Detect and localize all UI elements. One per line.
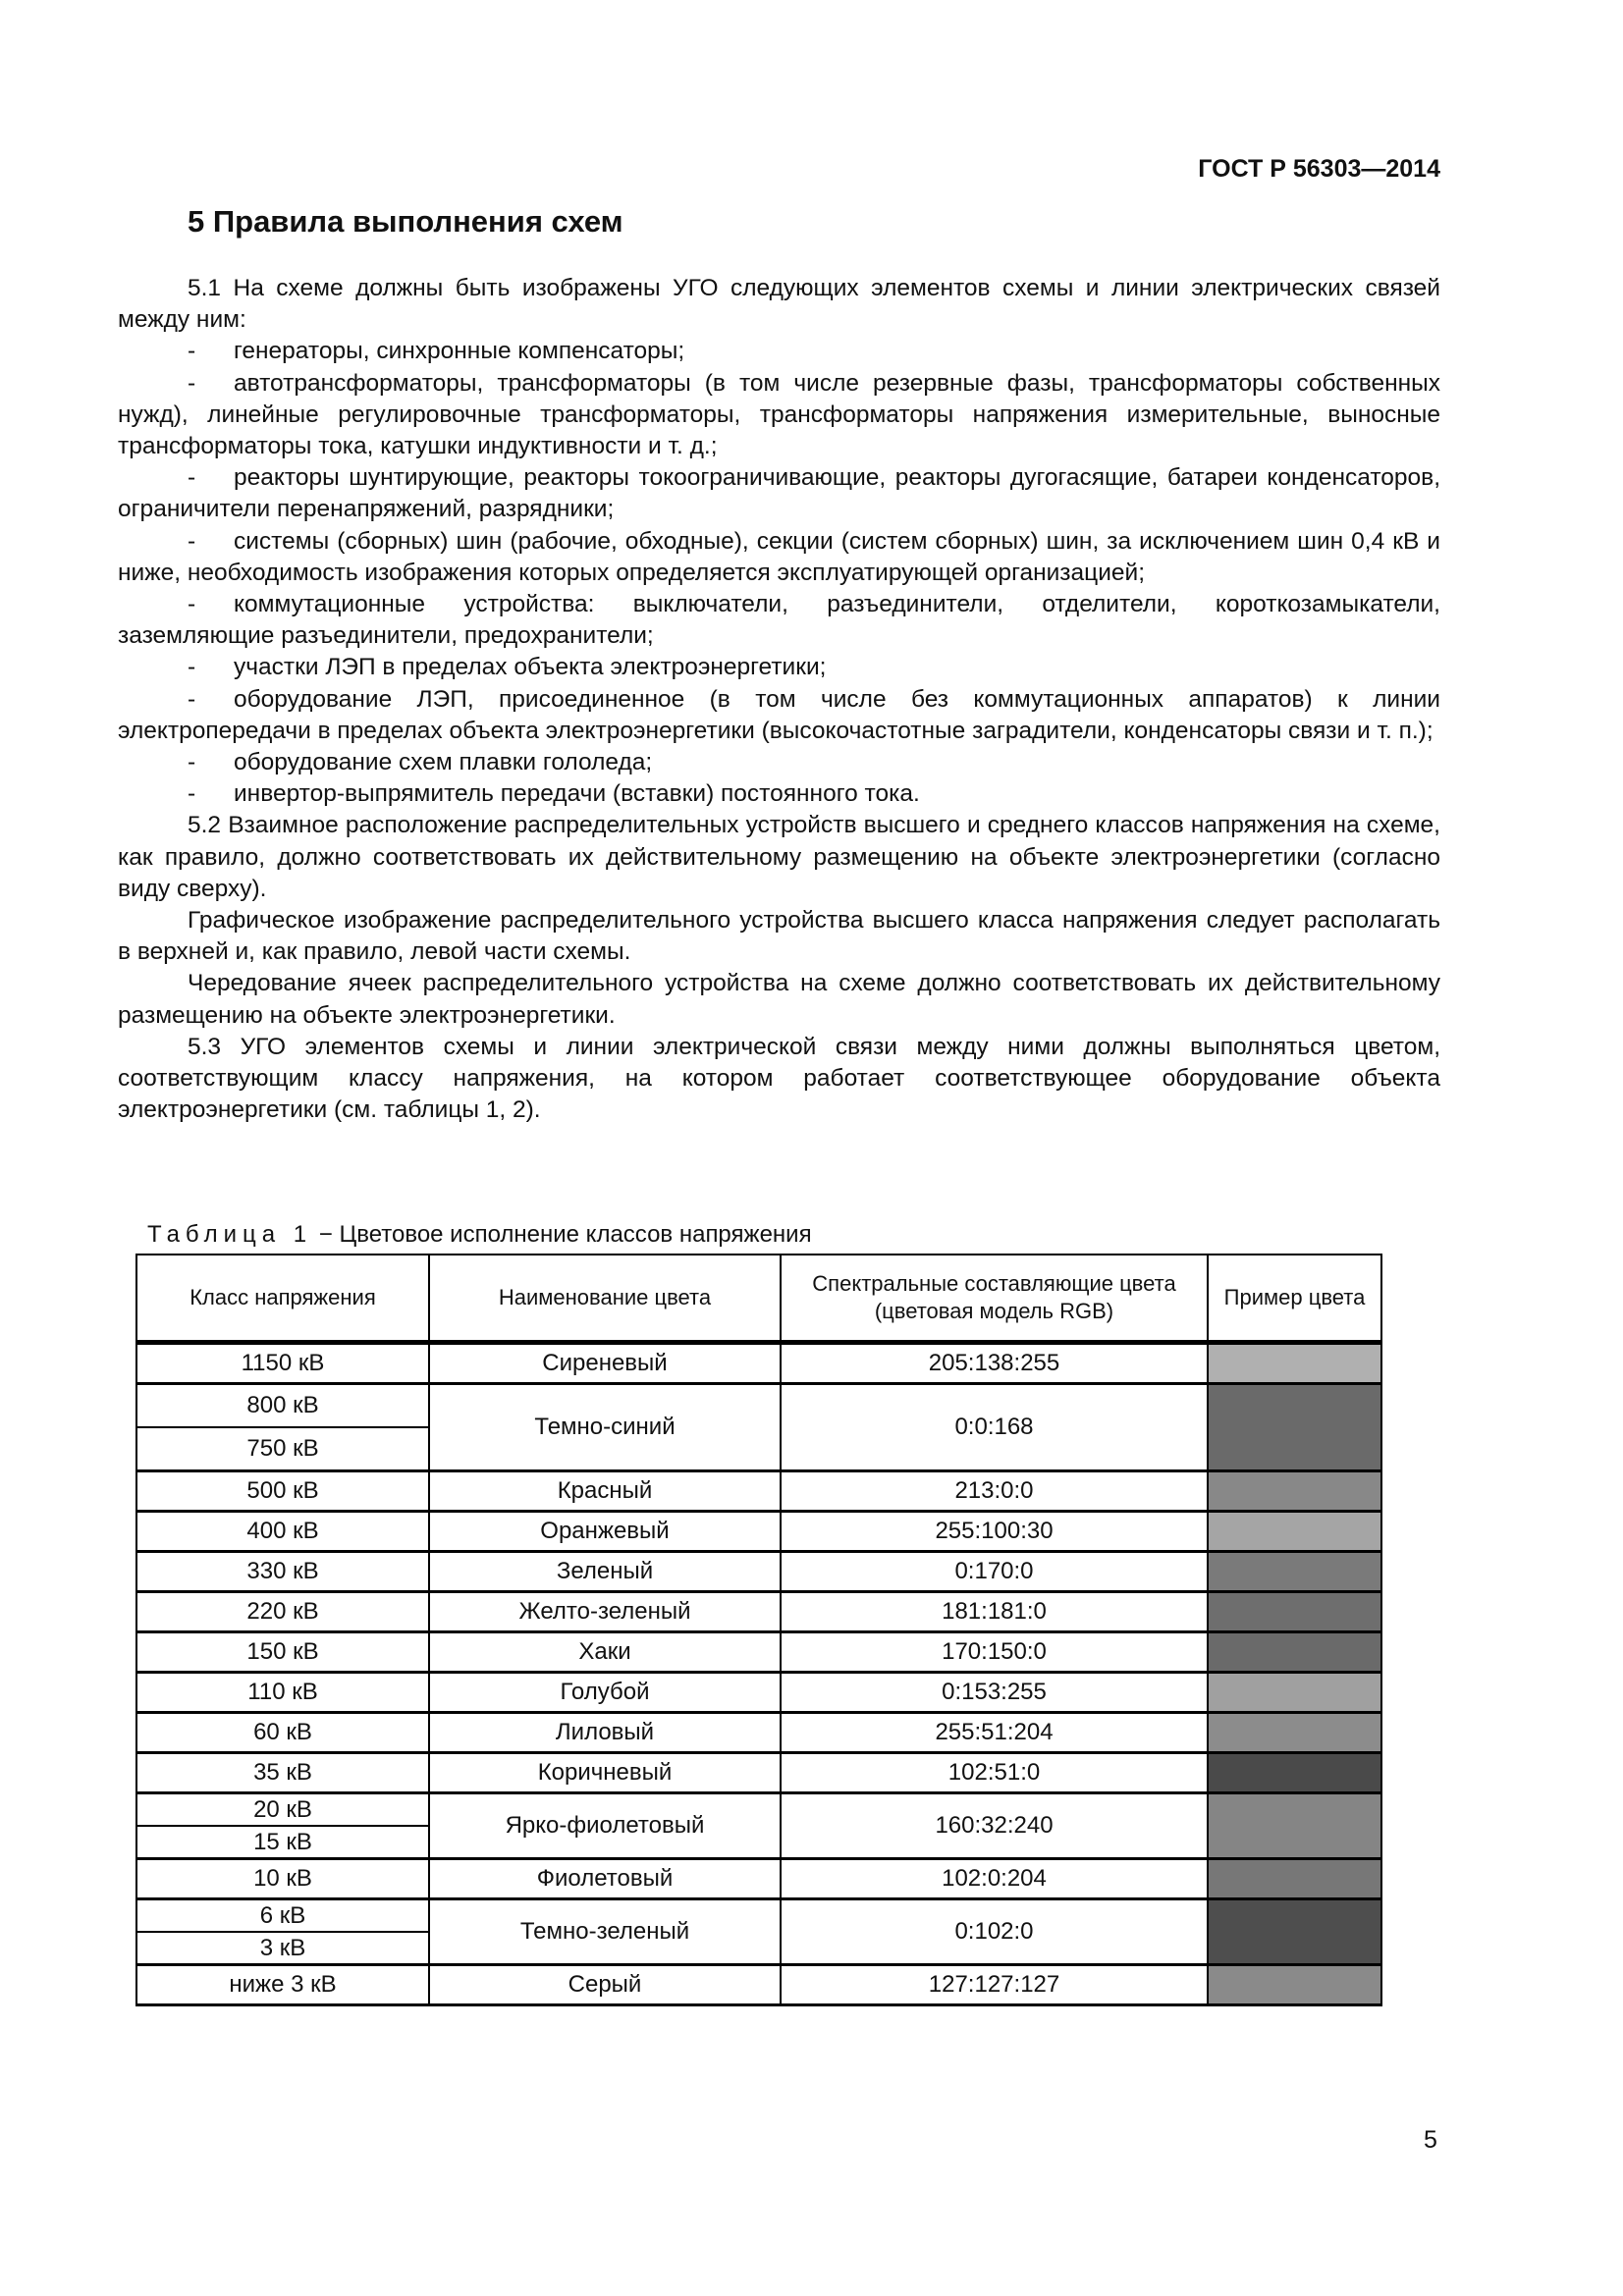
color-name-cell: Желто-зеленый [429,1592,781,1632]
color-sample-swatch [1208,1673,1381,1713]
voltage-class-cell: 150 кВ [136,1632,429,1673]
paragraph-text: участки ЛЭП в пределах объекта электроэнергетики; [234,654,827,681]
voltage-class-cell: 15 кВ [136,1826,429,1859]
document-code: ГОСТ Р 56303—2014 [1198,155,1440,183]
color-name-cell: Коричневый [429,1753,781,1793]
color-sample-swatch [1208,1552,1381,1592]
table-row [136,1713,1381,1753]
color-sample-swatch [1208,1753,1381,1793]
color-name-cell: Голубой [429,1673,781,1713]
voltage-class-cell: ниже 3 кВ [136,1965,429,2005]
color-name-cell: Серый [429,1965,781,2005]
color-sample-swatch [1208,1512,1381,1552]
voltage-color-table [135,1254,1382,2006]
paragraph-text: 5.1 На схеме должны быть изображены УГО следующих элементов схемы и линии электрических связей между ним: [118,275,1440,334]
paragraph [118,273,1440,336]
table-row [136,1859,1381,1899]
table-row [136,1673,1381,1713]
voltage-class-cell: 400 кВ [136,1512,429,1552]
body-text [118,273,1440,1126]
list-item [118,368,1440,463]
table-row [136,1552,1381,1592]
paragraph-text: автотрансформаторы, трансформаторы (в том числе резервные фазы, трансформаторы собственных нужд), линейные регулировочные трансформаторы, трансформаторы напряжения измерительные, выносные трансформаторы тока, катушки индуктивности и т. д.; [118,369,1440,460]
voltage-class-cell: 800 кВ [136,1384,429,1428]
table-row [136,1592,1381,1632]
list-item [118,589,1440,652]
paragraph [118,1032,1440,1127]
dash-marker: - [188,464,196,492]
voltage-class-cell: 20 кВ [136,1793,429,1827]
voltage-class-cell: 1150 кВ [136,1343,429,1384]
rgb-cell: 102:51:0 [781,1753,1208,1793]
color-name-cell: Фиолетовый [429,1859,781,1899]
rgb-cell: 0:102:0 [781,1899,1208,1965]
voltage-class-cell: 500 кВ [136,1471,429,1512]
voltage-class-cell: 220 кВ [136,1592,429,1632]
rgb-cell: 255:100:30 [781,1512,1208,1552]
color-name-cell: Темно-синий [429,1384,781,1471]
list-item [118,652,1440,683]
table-row [136,1753,1381,1793]
header-color-name: Наименование цвета [429,1255,781,1343]
color-name-cell: Хаки [429,1632,781,1673]
list-item [118,684,1440,747]
color-sample-swatch [1208,1343,1381,1384]
table-caption-label: Таблица 1 [147,1221,313,1248]
paragraph-text: оборудование схем плавки гололеда; [234,749,653,776]
rgb-cell: 0:153:255 [781,1673,1208,1713]
paragraph-text: Графическое изображение распределительного устройства высшего класса напряжения следует располагать в верхней и, как правило, левой части схемы. [118,907,1440,966]
voltage-class-cell: 3 кВ [136,1932,429,1965]
paragraph-text: реакторы шунтирующие, реакторы токоограничивающие, реакторы дугогасящие, батареи конденсаторов, ограничители перенапряжений, разрядники; [118,464,1440,523]
color-name-cell: Оранжевый [429,1512,781,1552]
list-item [118,336,1440,367]
paragraph [118,810,1440,905]
rgb-cell: 170:150:0 [781,1632,1208,1673]
paragraph-text: Чередование ячеек распределительного устройства на схеме должно соответствовать их действительному размещению на объекте электроэнергетики. [118,970,1440,1029]
voltage-class-cell: 110 кВ [136,1673,429,1713]
color-sample-swatch [1208,1632,1381,1673]
color-sample-swatch [1208,1793,1381,1859]
dash-marker: - [188,780,196,808]
voltage-class-cell: 330 кВ [136,1552,429,1592]
dash-marker: - [188,369,196,397]
table-row [136,1965,1381,2005]
paragraph-text: 5.3 УГО элементов схемы и линии электрической связи между ними должны выполняться цветом, соответствующим классу напряжения, на котором работает соответствующее оборудование объекта электроэнергетики (см. таблицы 1, 2). [118,1033,1440,1124]
table-row [136,1899,1381,1933]
color-name-cell: Ярко-фиолетовый [429,1793,781,1859]
table-row [136,1512,1381,1552]
page-number: 5 [1424,2126,1437,2154]
dash-marker: - [188,654,196,681]
list-item [118,526,1440,589]
color-sample-swatch [1208,1592,1381,1632]
rgb-cell: 0:0:168 [781,1384,1208,1471]
voltage-class-cell: 750 кВ [136,1427,429,1471]
table-row [136,1384,1381,1428]
table-caption-text: − Цветовое исполнение классов напряжения [312,1221,812,1248]
rgb-cell: 102:0:204 [781,1859,1208,1899]
rgb-cell: 160:32:240 [781,1793,1208,1859]
paragraph-text: инвертор-выпрямитель передачи (вставки) постоянного тока. [234,780,920,808]
table-row [136,1471,1381,1512]
color-sample-swatch [1208,1713,1381,1753]
color-sample-swatch [1208,1965,1381,2005]
voltage-class-cell: 6 кВ [136,1899,429,1933]
color-sample-swatch [1208,1859,1381,1899]
voltage-class-cell: 35 кВ [136,1753,429,1793]
color-sample-swatch [1208,1899,1381,1965]
dash-marker: - [188,591,196,618]
rgb-cell: 205:138:255 [781,1343,1208,1384]
rgb-cell: 213:0:0 [781,1471,1208,1512]
paragraph-text: оборудование ЛЭП, присоединенное (в том числе без коммутационных аппаратов) к линии электропередачи в пределах объекта электроэнергетики (высокочастотные заградители, конденсаторы связи и т. п.); [118,685,1440,744]
color-sample-swatch [1208,1384,1381,1471]
color-name-cell: Красный [429,1471,781,1512]
table-caption [147,1221,812,1249]
color-sample-swatch [1208,1471,1381,1512]
paragraph-text: системы (сборных) шин (рабочие, обходные), секции (систем сборных) шин, за исключением шин 0,4 кВ и ниже, необходимость изображения которых определяется эксплуатирующей организацией; [118,527,1440,586]
paragraph-text: генераторы, синхронные компенсаторы; [234,338,685,365]
rgb-cell: 127:127:127 [781,1965,1208,2005]
list-item [118,778,1440,810]
section-title: 5 Правила выполнения схем [188,204,623,239]
voltage-class-cell: 10 кВ [136,1859,429,1899]
paragraph-text: коммутационные устройства: выключатели, разъединители, отделители, короткозамыкатели, заземляющие разъединители, предохранители; [118,591,1440,650]
rgb-cell: 181:181:0 [781,1592,1208,1632]
table-row [136,1632,1381,1673]
table-row [136,1343,1381,1384]
list-item [118,462,1440,525]
table-row [136,1793,1381,1827]
header-voltage-class: Класс напряжения [136,1255,429,1343]
dash-marker: - [188,527,196,555]
voltage-class-cell: 60 кВ [136,1713,429,1753]
header-rgb: Спектральные составляющие цвета (цветовая модель RGB) [781,1255,1208,1343]
color-name-cell: Сиреневый [429,1343,781,1384]
dash-marker: - [188,685,196,713]
color-name-cell: Лиловый [429,1713,781,1753]
dash-marker: - [188,338,196,365]
rgb-cell: 0:170:0 [781,1552,1208,1592]
header-color-sample: Пример цвета [1208,1255,1381,1343]
color-name-cell: Зеленый [429,1552,781,1592]
paragraph [118,968,1440,1031]
dash-marker: - [188,749,196,776]
paragraph-text: 5.2 Взаимное расположение распределительных устройств высшего и среднего классов напряжения на схеме, как правило, должно соответствовать их действительному размещению на объекте электроэнергетики (согласно виду сверху). [118,812,1440,902]
list-item [118,747,1440,778]
color-name-cell: Темно-зеленый [429,1899,781,1965]
rgb-cell: 255:51:204 [781,1713,1208,1753]
paragraph [118,905,1440,968]
